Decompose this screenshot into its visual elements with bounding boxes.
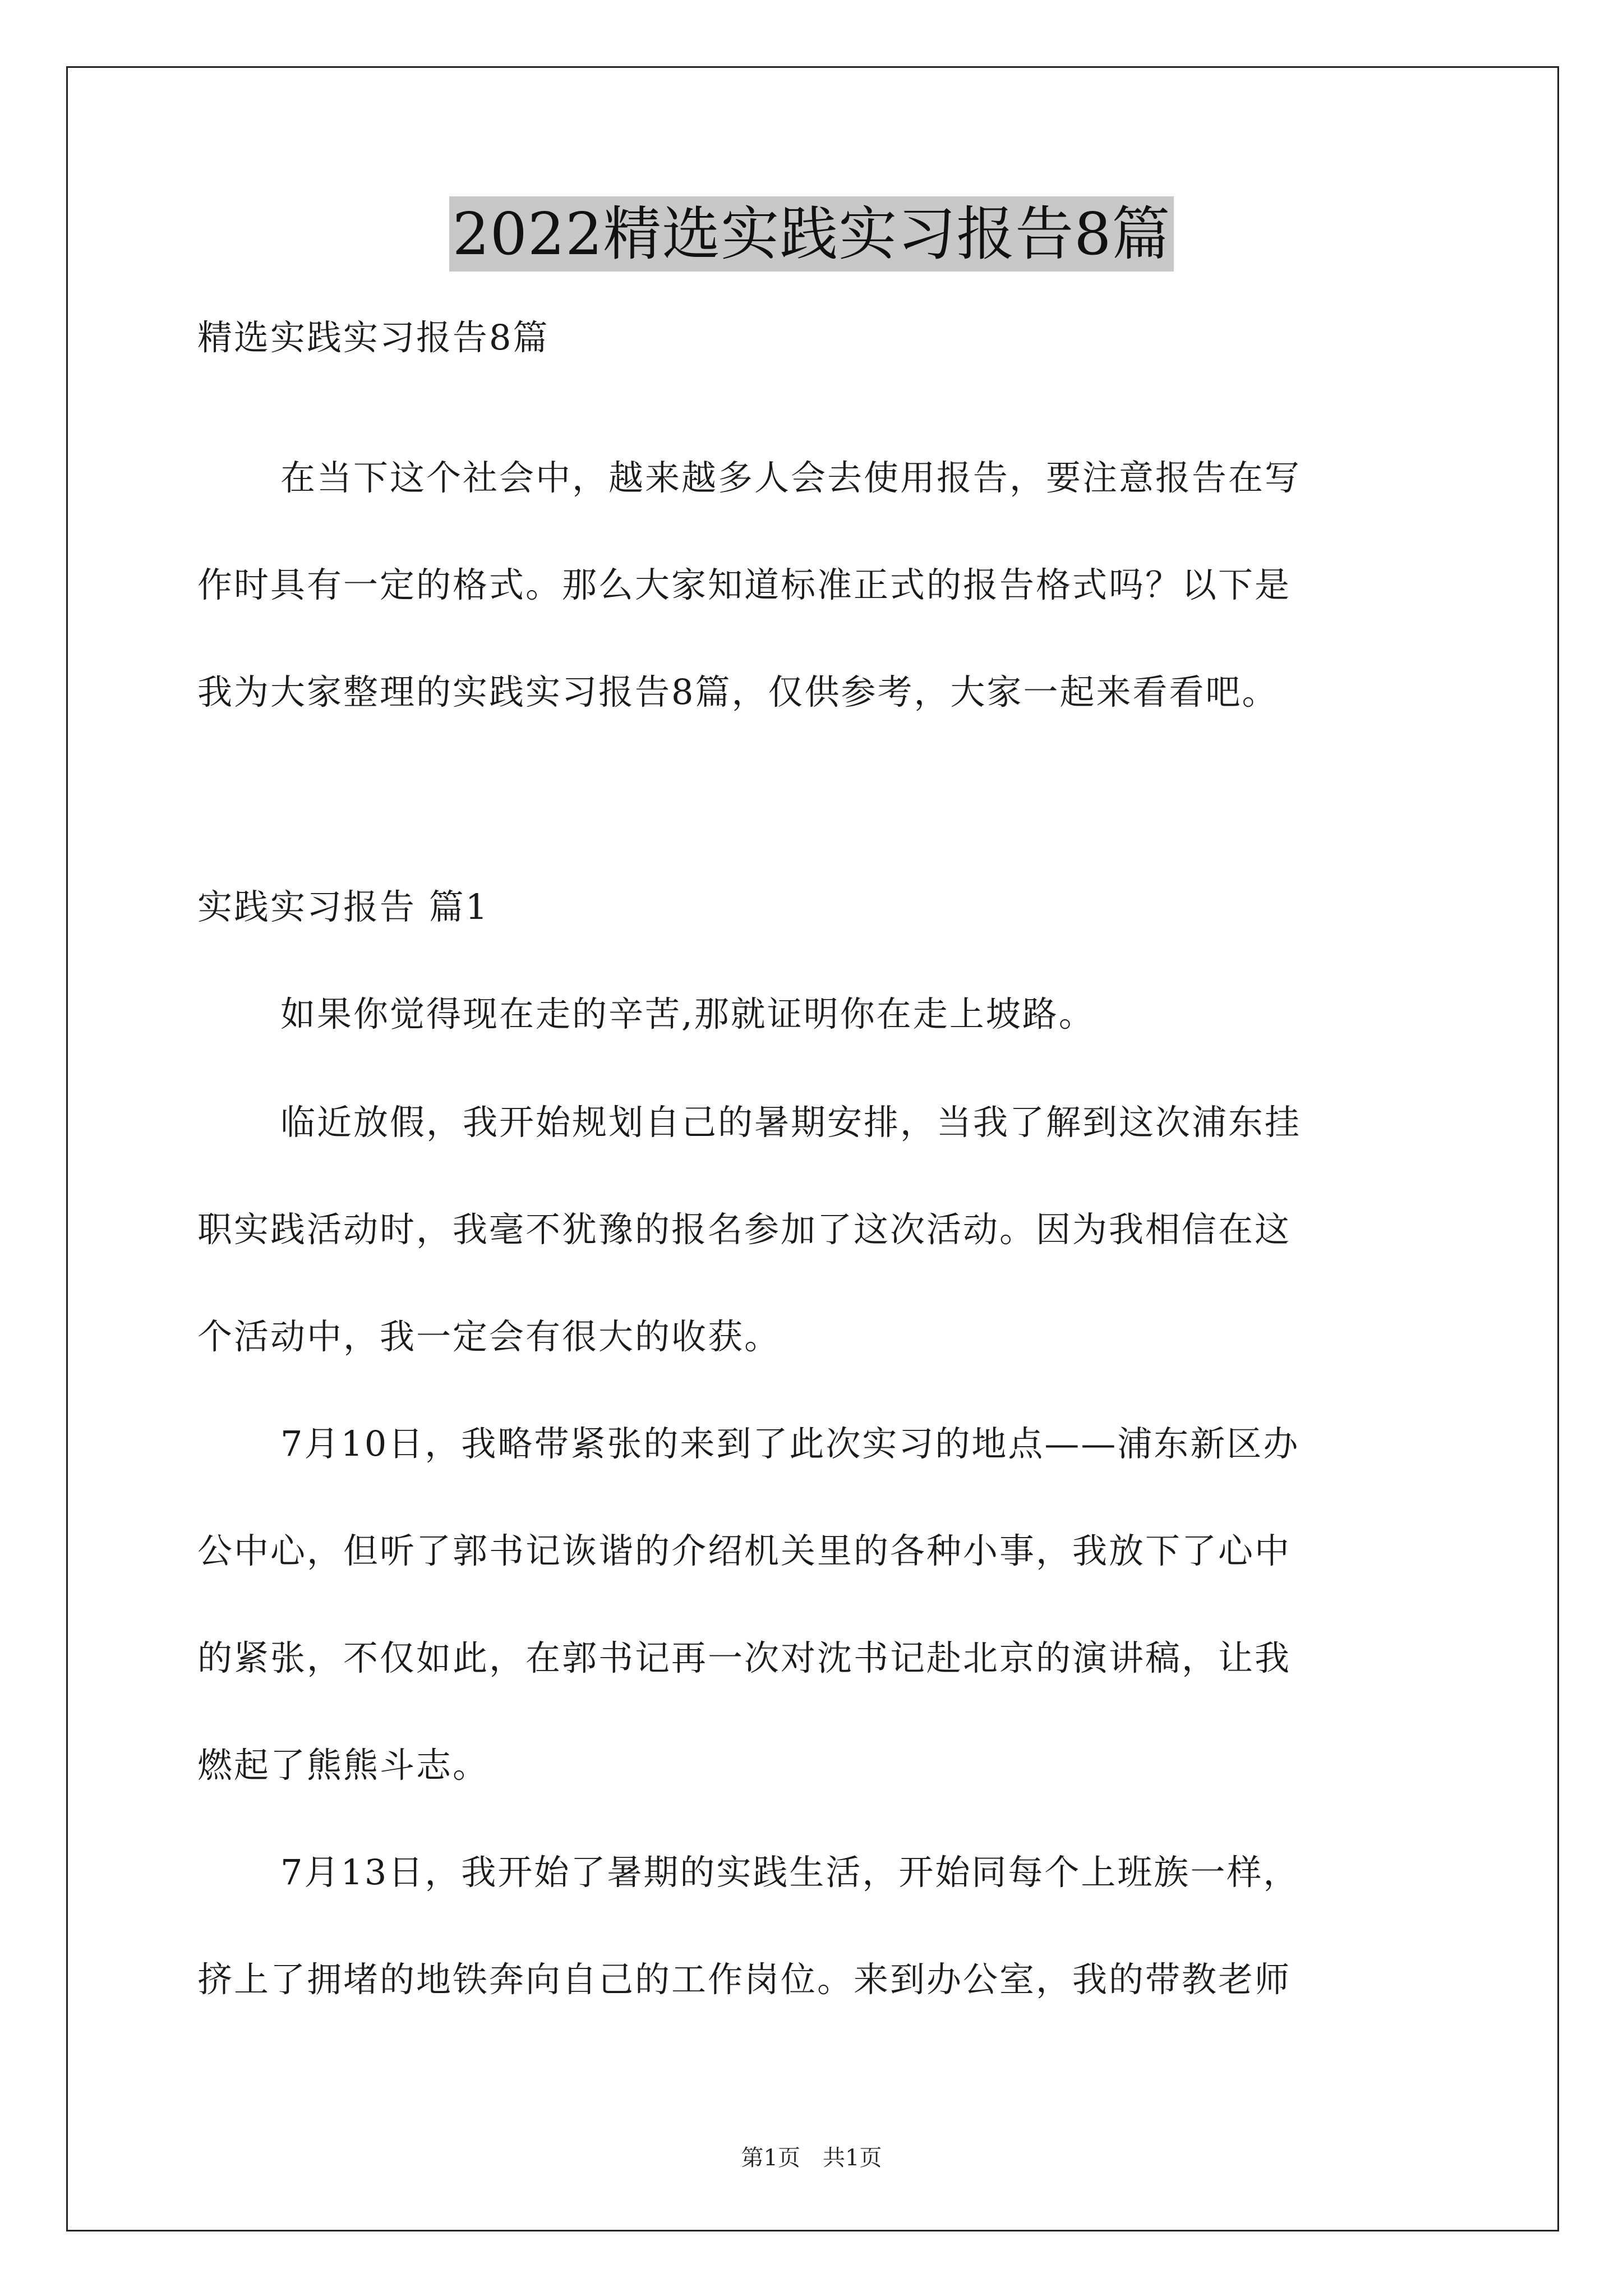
body-line-10: 挤上了拥堵的地铁奔向自己的工作岗位。来到办公室，我的带教老师 <box>197 1959 1292 2000</box>
body-line-5: 7月10日，我略带紧张的来到了此次实习的地点——浦东新区办 <box>280 1423 1300 1464</box>
body-line-1: 如果你觉得现在走的辛苦,那就证明你在走上坡路。 <box>280 993 1095 1034</box>
section-heading: 实践实习报告 篇1 <box>197 886 490 927</box>
body-line-6: 公中心，但听了郭书记诙谐的介绍机关里的各种小事，我放下了心中 <box>197 1530 1292 1571</box>
body-line-4: 个活动中，我一定会有很大的收获。 <box>197 1316 781 1357</box>
intro-line-2: 作时具有一定的格式。那么大家知道标准正式的报告格式吗？以下是 <box>197 564 1292 605</box>
body-line-7: 的紧张，不仅如此，在郭书记再一次对沈书记赴北京的演讲稿，让我 <box>197 1637 1292 1678</box>
document-title: 2022精选实践实习报告8篇 <box>449 196 1174 272</box>
page-border <box>66 66 1559 2231</box>
body-line-8: 燃起了熊熊斗志。 <box>197 1745 490 1786</box>
body-line-9: 7月13日，我开始了暑期的实践生活，开始同每个上班族一样， <box>280 1852 1300 1893</box>
intro-line-3: 我为大家整理的实践实习报告8篇，仅供参考，大家一起来看看吧。 <box>197 671 1279 712</box>
document-subtitle: 精选实践实习报告8篇 <box>197 317 550 358</box>
body-line-2: 临近放假，我开始规划自己的暑期安排，当我了解到这次浦东挂 <box>280 1102 1302 1143</box>
title-container <box>0 196 1623 272</box>
page-number: 第1页 共1页 <box>741 2145 882 2171</box>
body-line-3: 职实践活动时，我毫不犹豫的报名参加了这次活动。因为我相信在这 <box>197 1209 1292 1250</box>
intro-line-1: 在当下这个社会中，越来越多人会去使用报告，要注意报告在写 <box>280 457 1302 498</box>
